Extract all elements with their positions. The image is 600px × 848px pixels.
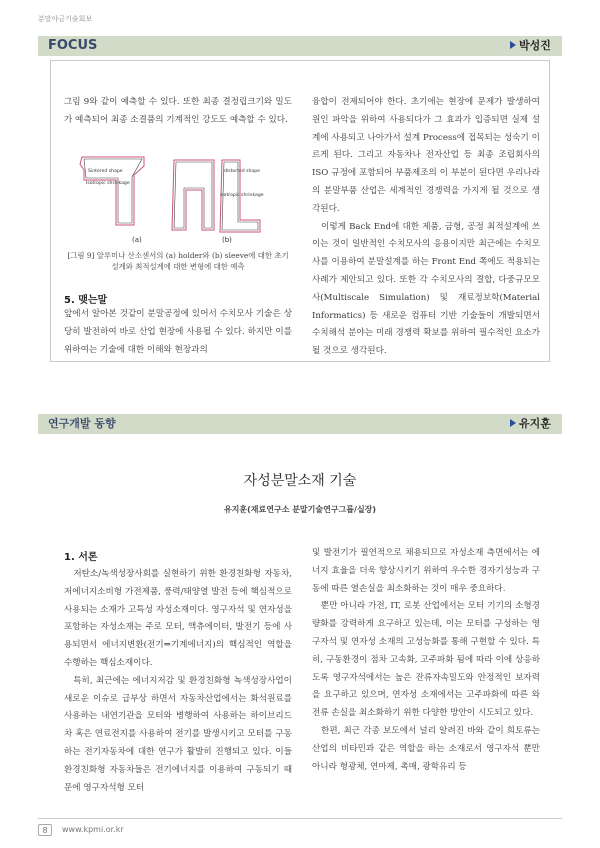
sintered-shape-label: Sintered shape: [88, 169, 123, 174]
holder-optimal-shape: [80, 157, 144, 225]
focus-author-name: 박성진: [519, 39, 551, 52]
page-number: 8: [38, 824, 52, 836]
focus-section-label: FOCUS: [48, 38, 98, 53]
sleeve-left-shape: [172, 160, 214, 230]
article-byline: 유지훈(재료연구소 분말기술연구그룹/실장): [223, 505, 377, 514]
isotropic-shrinkage-label: Isotropic shrinkage: [86, 181, 130, 186]
article-title: 자성분말소재 기술: [243, 473, 357, 489]
isotropic-shrinkage-label-2: isotropic shrinkage: [220, 193, 264, 198]
focus-right-column: 융합이 전제되어야 한다. 초기에는 현장에 문제가 발생하여 원인 파악을 위하여 사용되다가 그 효과가 입증되면 실제 설계에 사용되고 나아가서 설계 Process에 접목되는 성숙기 이르게 된다. 그리고 자동차나 전자산업 등 최종 조립회사의 ISO 규정에 포함되어 부품제조의 이 부분이 된다면 우리나라의 분말부품 산업은 세계적인 경쟁력을 가지게 될 것으로 생각된다. 이렇게 Back End에 대한 제품, 금형, 공정 최적설계에 쓰이는 것이 일반적인 수치모사의 응용이지만 최근에는 수치모사를 이용하여 분말설계를 하는 Front End 쪽에도 적용되는 사례가 제안되고 있다. 또한 각 수치모사의 결합, 다중규모모사(Multiscale Simulation) 및 재료정보학(Material Informatics) 등 새로운 컴퓨터 기반 기술들이 개발되면서 수치해석 분야는 미래 경쟁력 확보를 위하여 필수적인 요소가 될 것으로 생각된다.: [312, 97, 540, 357]
rnd-right-column: 및 발전기가 필연적으로 채용되므로 자성소재 측면에서는 에너지 효율을 더욱 향상시키기 위하여 우수한 경자기성능과 구동에 따른 열손실을 최소화하는 것이 매우 중요하다. 뿐만 아니라 가전, IT, 로봇 산업에서는 모터 기기의 소형경량화를 강력하게 요구하고 있는데, 이는 모터를 구성하는 영구자석 및 연자성 소재의 고성능화를 통해 구현할 수 있다. 특히, 구동환경이 점차 고속화, 고주파화 됨에 따라 이에 상응하도록 영구자석에서는 높은 잔류자속밀도와 안정적인 보자력을 요구하고 있으며, 연자성 소재에서는 고주파화에 따른 와전류 손실을 최소화하기 위한 다양한 방안이 시도되고 있다. 한편, 최근 각종 보도에서 널리 알려진 바와 같이 희토류는 산업의 비타민과 같은 역할을 하는 소재로서 영구자석 뿐만 아니라 형광체, 연마제, 촉매, 광학유리 등: [312, 548, 540, 772]
distorted-shape-label: distorted shape: [224, 169, 260, 174]
rnd-author-name: 유지훈: [519, 417, 551, 430]
rnd-left-column: 저탄소/녹색성장사회를 실현하기 위한 환경친화형 자동차, 저에너지소비형 가전제품, 풍력/태양열 발전 등에 핵심적으로 사용되는 소재가 고특성 자성소재이다. 영구자석 및 연자성을 포함하는 자성소재는 주로 모터, 액츄에이터, 발전기 등에 사용되면서 에너지변환(전기⇔기계에너지)의 핵심적인 역할을 수행하는 핵심소재이다. 특히, 최근에는 에너지저감 및 환경친화형 녹색성장사업이 새로운 이슈로 급부상 하면서 자동차산업에서는 화석원료를 사용하는 내연기관을 모터와 병행하여 사용하는 하이브리드차 혹은 연료전지를 사용하여 전기를 발생시키고 모터를 구동하는 전기자동차에 대한 연구가 활발히 진행되고 있다. 이들 환경친화형 자동차들은 전기에너지를 이용하여 구동되기 때문에 영구자석형 모터: [64, 569, 292, 793]
focus-author: [510, 36, 551, 56]
footer-divider: [38, 818, 562, 819]
figure-sub-b: (b): [222, 236, 232, 244]
rnd-author: [510, 414, 551, 434]
footer-url[interactable]: www.kpmi.or.kr: [62, 825, 124, 834]
running-title: 분말야금기술회보: [38, 15, 93, 23]
conclusion-heading: 5. 맺는말: [64, 295, 108, 306]
focus-intro-text: 그림 9와 같이 예측할 수 있다. 또한 최종 결정립크기와 밀도가 예측되어 최종 소결품의 기계적인 강도도 예측할 수 있다.: [64, 97, 292, 125]
figure-9-caption: [그림 9] 알루미나 산소센서의 (a) holder와 (b) sleeve에 대한 초기설계와 최적설계에 대한 변형에 대한 예측: [67, 251, 289, 271]
figure-9: [64, 150, 292, 245]
focus-section-bar: [38, 36, 562, 56]
rnd-section-label: 연구개발 동향: [48, 417, 116, 430]
focus-conclusion-text: 앞에서 알아본 것같이 분말공정에 있어서 수치모사 기술은 상당히 발전하여 바로 산업 현장에 사용될 수 있다. 하지만 이를 위하여는 기술에 대한 이해와 현장과의: [64, 309, 292, 355]
figure-sub-a: (a): [132, 236, 142, 244]
intro-heading: 1. 서론: [64, 552, 98, 563]
author-marker-icon: [510, 41, 516, 49]
rnd-section-bar: [38, 414, 562, 434]
figure-9-illustration: [64, 150, 292, 245]
author-marker-icon: [510, 419, 516, 427]
